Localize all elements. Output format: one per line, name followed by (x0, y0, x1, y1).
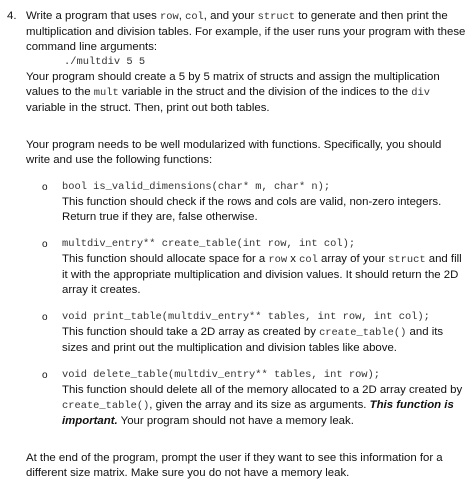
function-item-delete-table (26, 368, 466, 429)
code-create-table: create_table() (62, 400, 150, 412)
function-description (62, 325, 466, 356)
desc-text: This function should allocate space for a (62, 253, 269, 265)
functions-intro-paragraph: Your program needs to be well modularized with functions. Specifically, you should write and use the following functions: (26, 139, 442, 166)
matrix-text: variable in the struct. Then, print out both tables. (26, 102, 270, 114)
function-description (62, 252, 466, 298)
bullet-marker: o (42, 182, 48, 193)
function-item-print-table (26, 310, 466, 356)
desc-text: array of your (317, 253, 389, 265)
code-row: row (160, 11, 179, 23)
desc-text: Your program should not have a memory leak. (117, 415, 354, 427)
desc-text: This function should delete all of the memory allocated to a 2D array created by (62, 384, 463, 396)
item-number: 4. (7, 10, 17, 22)
code-col: col (185, 11, 204, 23)
function-description (62, 383, 466, 429)
function-description: This function should check if the rows and cols are valid, non-zero integers. Return true if they are, false otherwise. (62, 196, 442, 223)
function-item-create-table (26, 237, 466, 298)
code-mult: mult (93, 87, 119, 99)
intro-text: , and your (203, 10, 258, 22)
matrix-paragraph (26, 70, 466, 116)
function-signature: bool is_valid_dimensions(char* m, char* n); (62, 181, 331, 193)
intro-paragraph (26, 9, 466, 55)
code-div: div (411, 87, 430, 99)
intro-text: to generate and then print the multiplication and division tables. For example, if the user runs your program with these command line arguments: (26, 10, 466, 53)
desc-text: and fill it with the appropriate multiplication and division values. It should return the 2D array it creates. (62, 253, 462, 296)
code-struct: struct (388, 254, 426, 266)
intro-text: Write a program that uses (26, 10, 161, 22)
desc-text: x (287, 253, 300, 265)
function-signature: void delete_table(multdiv_entry** tables, int row); (62, 369, 381, 381)
function-signature: multdiv_entry** create_table(int row, int col); (62, 238, 356, 250)
bullet-marker: o (42, 239, 48, 250)
code-create-table: create_table() (319, 327, 407, 339)
closing-paragraph: At the end of the program, prompt the user if they want to see this information for a different size matrix. Make sure you do not have a memory leak. (26, 452, 443, 479)
important-note: This function is important. (62, 399, 454, 427)
bullet-marker: o (42, 312, 48, 323)
function-item-is-valid-dimensions (26, 180, 466, 225)
intro-text: , (178, 10, 186, 22)
desc-text: and its sizes and print out the multiplication and division tables like above. (62, 326, 444, 354)
assignment-body (26, 9, 466, 481)
command-line-example: ./multdiv 5 5 (64, 56, 146, 68)
code-row: row (268, 254, 288, 266)
matrix-text: variable in the struct and the division of the indices to the (118, 86, 412, 98)
function-signature: void print_table(multdiv_entry** tables, int row, int col); (62, 311, 430, 323)
code-struct: struct (257, 11, 296, 23)
desc-text: , given the array and its size as arguments. (149, 399, 370, 411)
matrix-text: Your program should create a 5 by 5 matrix of structs and assign the multiplication values to the (26, 71, 440, 98)
bullet-marker: o (42, 370, 48, 381)
code-col: col (299, 254, 318, 266)
desc-text: This function should take a 2D array as created by (62, 326, 320, 338)
